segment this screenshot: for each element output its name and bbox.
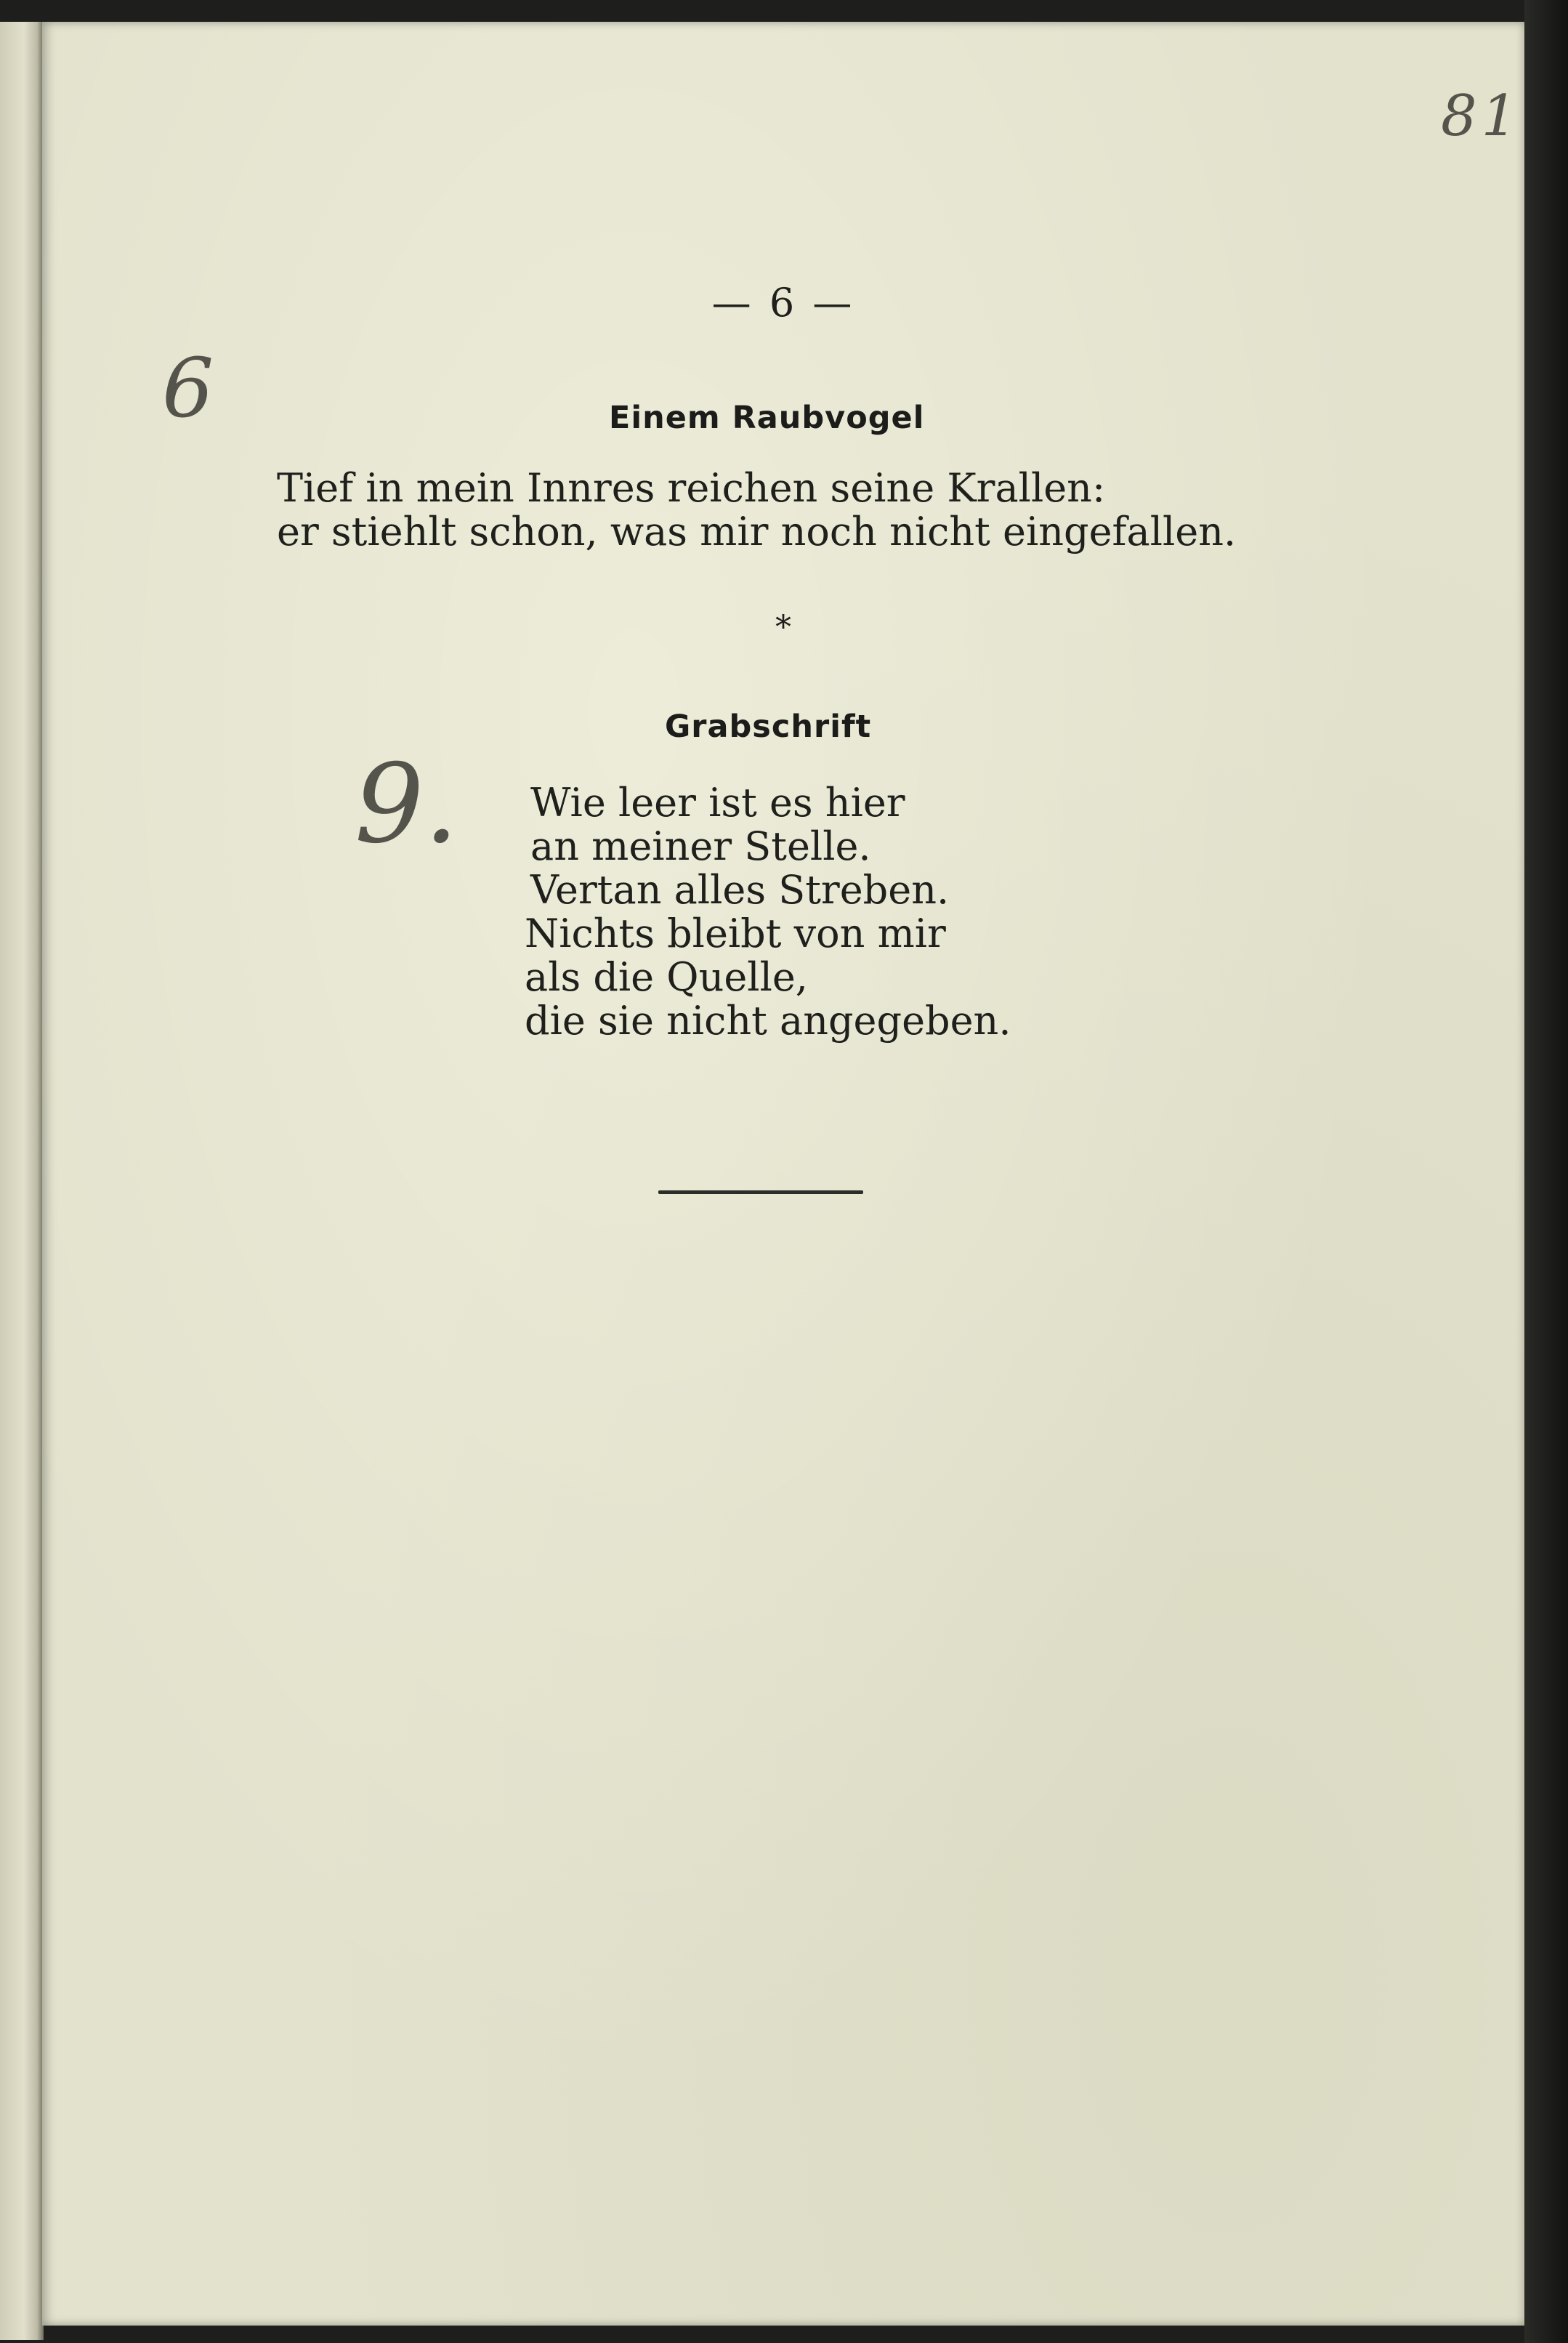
end-rule — [658, 1190, 863, 1194]
poem-line: Vertan alles Streben. — [530, 867, 950, 913]
poem-line: die sie nicht angegeben. — [525, 998, 1011, 1044]
poem-body — [525, 780, 1011, 1044]
poem-body — [277, 467, 1236, 554]
folio-annotation: 81 — [1441, 84, 1522, 149]
poem-line: an meiner Stelle. — [530, 823, 871, 869]
poem-line: Wie leer ist es hier — [530, 780, 905, 826]
margin-annotation-poem-2: 9. — [355, 741, 459, 868]
book-page — [42, 22, 1524, 2326]
poem-line: Nichts bleibt von mir — [525, 911, 946, 956]
poem-line: er stiehlt schon, was mir noch nicht eingefallen. — [277, 509, 1237, 555]
page-number: — 6 — — [711, 280, 855, 326]
section-separator: * — [775, 609, 791, 646]
margin-annotation-poem-1: 6 — [162, 342, 214, 436]
poem-line: Tief in mein Innres reichen seine Krallen: — [277, 465, 1106, 511]
poem-line: als die Quelle, — [525, 954, 808, 1000]
poem-title: Einem Raubvogel — [609, 400, 925, 436]
background-edge — [1524, 0, 1568, 2343]
poem-title: Grabschrift — [665, 709, 872, 745]
previous-page-edge — [0, 22, 44, 2340]
